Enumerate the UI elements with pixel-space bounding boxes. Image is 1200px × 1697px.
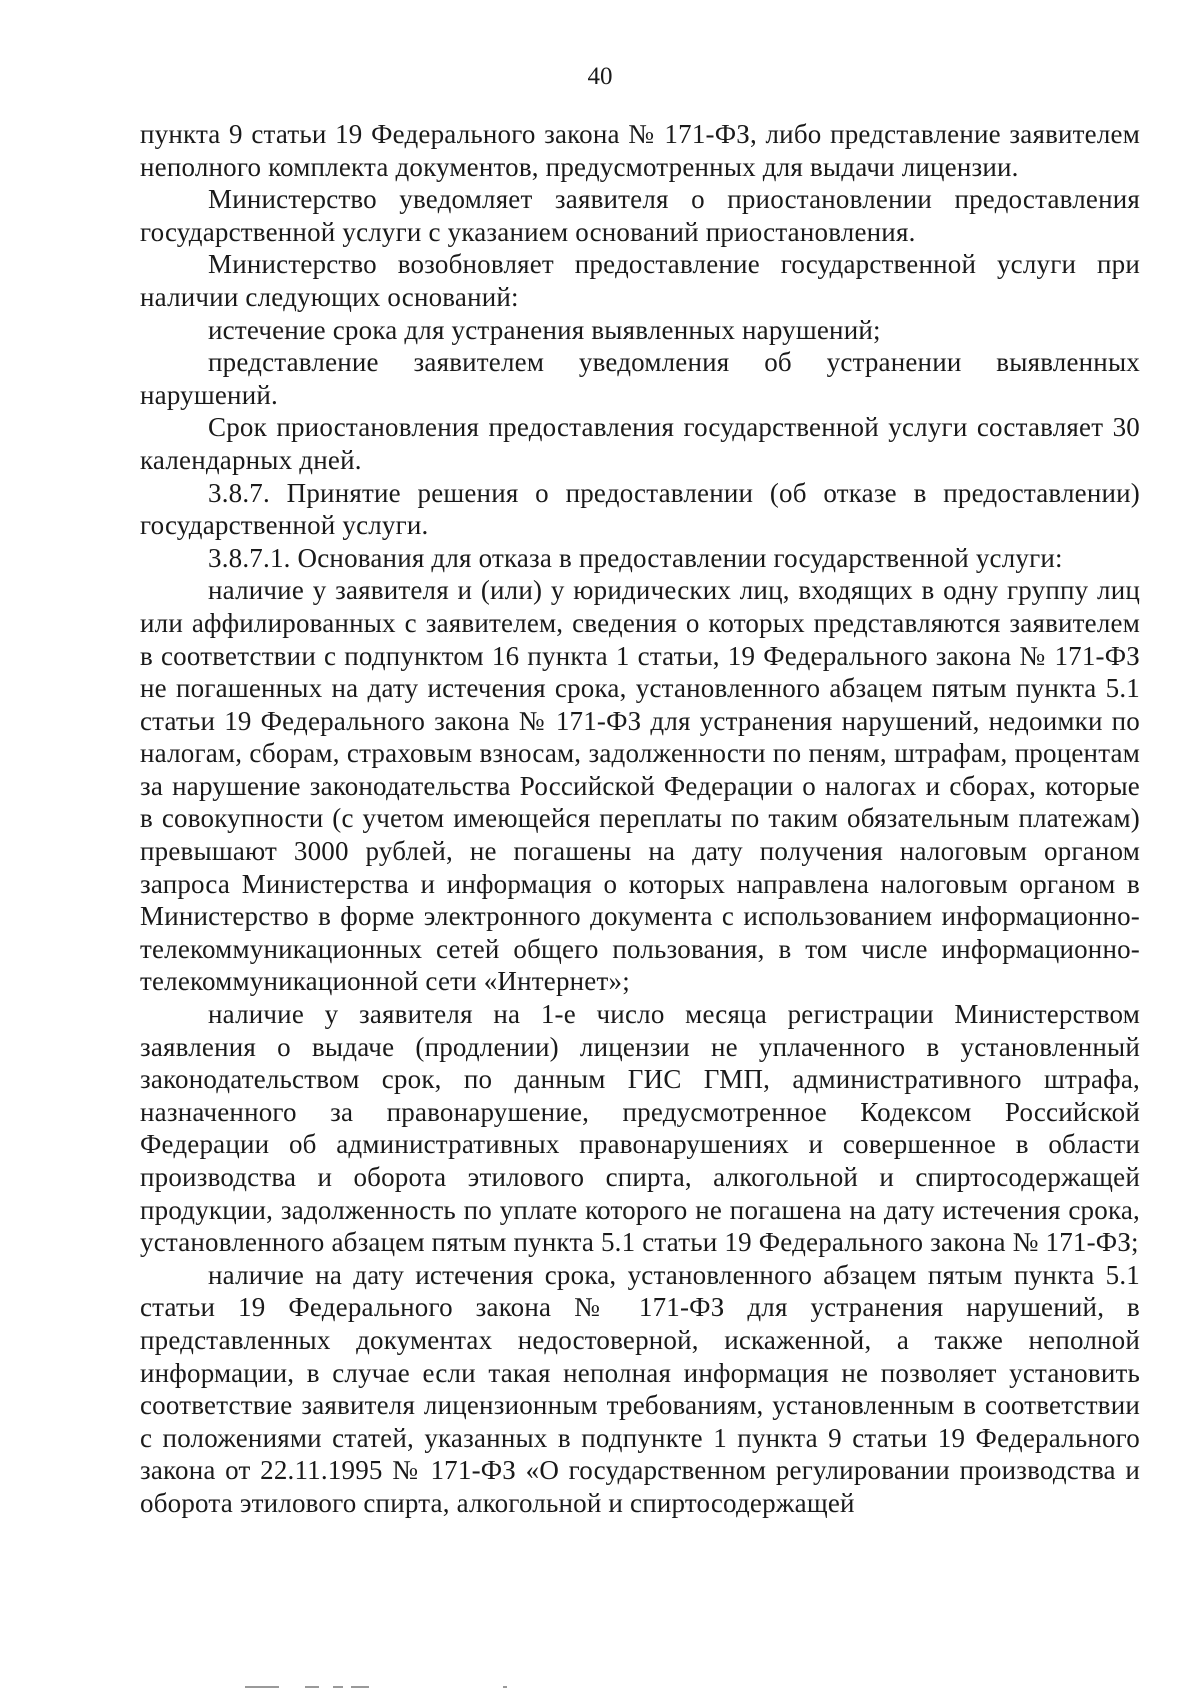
paragraph: Срок приостановления предоставления государственной услуги составляет 30 календарных дней. xyxy=(140,412,1140,475)
scan-mark xyxy=(305,1686,319,1688)
paragraph: Министерство уведомляет заявителя о приостановлении предоставления государственной услуги с указанием оснований приостановления. xyxy=(140,184,1140,247)
paragraph: истечение срока для устранения выявленных нарушений; xyxy=(208,314,881,345)
scan-mark xyxy=(333,1686,343,1688)
scan-mark xyxy=(503,1686,507,1688)
paragraph: наличие на дату истечения срока, установленного абзацем пятым пункта 5.1 статьи 19 Федерального закона № 171-ФЗ для устранения нарушений, в представленных документах недостоверной, искаженной, а также неполной информации, в случае если такая неполная информация не позволяет установить соответствие заявителя лицензионным требованиям, установленным в соответствии с положениями статей, указанных в подпункте 1 пункта 9 статьи 19 Федерального закона от 22.11.1995 № 171-ФЗ «О государственном регулировании производства и оборота этилового спирта, алкогольной и спиртосодержащей xyxy=(140,1259,1140,1518)
scan-artifact-marks xyxy=(245,1686,545,1689)
paragraph: наличие у заявителя на 1-е число месяца регистрации Министерством заявления о выдаче (продлении) лицензии не уплаченного в установленный законодательством срок, по данным ГИС ГМП, административного штрафа, назначенного за правонарушение, предусмотренное Кодексом Российской Федерации об административных правонарушениях и совершенное в области производства и оборота этилового спирта, алкогольной и спиртосодержащей продукции, задолженность по уплате которого не погашена на дату истечения срока, установленного абзацем пятым пункта 5.1 статьи 19 Федерального закона № 171-ФЗ; xyxy=(140,999,1140,1258)
paragraph: наличие у заявителя и (или) у юридических лиц, входящих в одну группу лиц или аффилированных с заявителем, сведения о которых представляются заявителем в соответствии с подпунктом 16 пункта 1 статьи, 19 Федерального закона № 171-ФЗ не погашенных на дату истечения срока, установленного абзацем пятым пункта 5.1 статьи 19 Федерального закона № 171-ФЗ для устранения нарушений, недоимки по налогам, сборам, страховым взносам, задолженности по пеням, штрафам, процентам за нарушение законодательства Российской Федерации о налогах и сборах, которые в совокупности (с учетом имеющейся переплаты по таким обязательным платежам) превышают 3000 рублей, не погашены на дату получения налоговым органом запроса Министерства и информация о которых направлена налоговым органом в Министерство в форме электронного документа с использованием информационно-телекоммуникационных сетей общего пользования, в том числе информационно-телекоммуникационной сети «Интернет»; xyxy=(140,575,1140,997)
paragraph: 3.8.7. Принятие решения о предоставлении (об отказе в предоставлении) государственной услуги. xyxy=(140,477,1140,541)
paragraph: 3.8.7.1. Основания для отказа в предоставлении государственной услуги: xyxy=(208,542,1063,573)
document-body xyxy=(140,118,1140,1520)
page-number: 40 xyxy=(587,63,613,90)
scan-mark xyxy=(245,1686,279,1688)
scan-mark xyxy=(351,1686,369,1688)
paragraph: Министерство возобновляет предоставление государственной услуги при наличии следующих оснований: xyxy=(140,249,1140,312)
paragraph: пункта 9 статьи 19 Федерального закона № 171-ФЗ, либо представление заявителем неполного комплекта документов, предусмотренных для выдачи лицензии. xyxy=(140,119,1140,182)
paragraph: представление заявителем уведомления об устранении выявленных нарушений. xyxy=(140,347,1140,410)
